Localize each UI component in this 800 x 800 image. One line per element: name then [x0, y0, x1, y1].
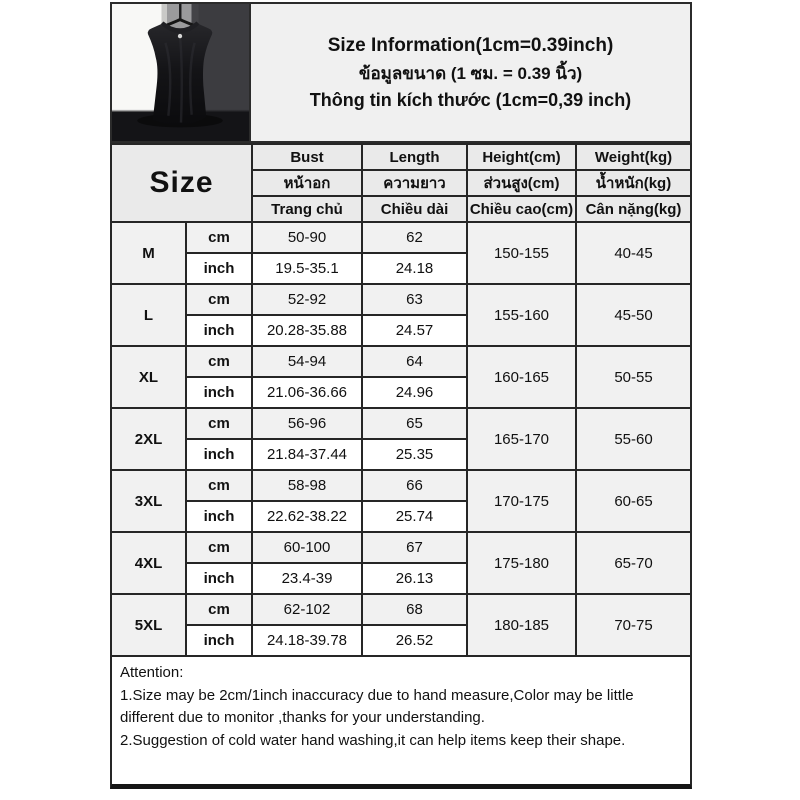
height-range: 150-155 — [467, 222, 576, 284]
length-inch: 24.57 — [362, 315, 467, 346]
col-header-height-vi: Chiều cao(cm) — [467, 196, 576, 222]
height-range: 170-175 — [467, 470, 576, 532]
weight-range: 45-50 — [576, 284, 691, 346]
length-cm: 67 — [362, 532, 467, 563]
size-label-xl: XL — [111, 346, 186, 408]
col-header-length-th: ความยาว — [362, 170, 467, 196]
length-cm: 64 — [362, 346, 467, 377]
height-range: 155-160 — [467, 284, 576, 346]
attention-line-1: 1.Size may be 2cm/1inch inaccuracy due to hand measure,Color may be little different due to monitor ,thanks for your understanding. — [120, 686, 634, 726]
bust-inch: 22.62-38.22 — [252, 501, 362, 532]
col-header-weight-vi: Cân nặng(kg) — [576, 196, 691, 222]
col-header-height-en: Height(cm) — [467, 144, 576, 170]
length-inch: 25.74 — [362, 501, 467, 532]
length-inch: 25.35 — [362, 439, 467, 470]
unit-cm: cm — [186, 470, 252, 501]
page-title-thai: ข้อมูลขนาด (1 ซม. = 0.39 นิ้ว) — [358, 63, 583, 83]
table-row — [111, 470, 691, 501]
table-row — [111, 594, 691, 625]
length-inch: 26.13 — [362, 563, 467, 594]
bust-cm: 62-102 — [252, 594, 362, 625]
unit-inch: inch — [186, 625, 252, 656]
weight-range: 70-75 — [576, 594, 691, 656]
bust-inch: 19.5-35.1 — [252, 253, 362, 284]
unit-cm: cm — [186, 222, 252, 253]
bust-cm: 54-94 — [252, 346, 362, 377]
attention-title: Attention: — [120, 664, 184, 681]
size-label-2xl: 2XL — [111, 408, 186, 470]
size-label-5xl: 5XL — [111, 594, 186, 656]
col-header-bust-th: หน้าอก — [252, 170, 362, 196]
unit-inch: inch — [186, 315, 252, 346]
height-range: 175-180 — [467, 532, 576, 594]
length-inch: 24.18 — [362, 253, 467, 284]
bust-inch: 20.28-35.88 — [252, 315, 362, 346]
length-cm: 62 — [362, 222, 467, 253]
page-title: Size Information(1cm=0.39inch) — [327, 34, 614, 56]
size-label-m: M — [111, 222, 186, 284]
size-chart-content — [110, 2, 692, 789]
weight-range: 60-65 — [576, 470, 691, 532]
header-row — [110, 2, 692, 143]
table-row — [111, 532, 691, 563]
bust-cm: 58-98 — [252, 470, 362, 501]
length-cm: 66 — [362, 470, 467, 501]
product-photo — [110, 2, 251, 143]
table-row — [111, 284, 691, 315]
height-range: 160-165 — [467, 346, 576, 408]
unit-inch: inch — [186, 439, 252, 470]
length-inch: 26.52 — [362, 625, 467, 656]
bust-inch: 21.84-37.44 — [252, 439, 362, 470]
bust-inch: 24.18-39.78 — [252, 625, 362, 656]
length-cm: 65 — [362, 408, 467, 439]
attention-line-2: 2.Suggestion of cold water hand washing,it can help items keep their shape. — [120, 731, 626, 749]
attention-box — [110, 655, 692, 789]
unit-cm: cm — [186, 594, 252, 625]
bust-inch: 21.06-36.66 — [252, 377, 362, 408]
col-header-bust-vi: Trang chủ — [252, 196, 362, 222]
length-inch: 24.96 — [362, 377, 467, 408]
weight-range: 55-60 — [576, 408, 691, 470]
unit-inch: inch — [186, 563, 252, 594]
bust-cm: 60-100 — [252, 532, 362, 563]
length-cm: 63 — [362, 284, 467, 315]
bust-inch: 23.4-39 — [252, 563, 362, 594]
size-table — [110, 143, 692, 657]
collar-button — [178, 34, 182, 38]
unit-inch: inch — [186, 253, 252, 284]
col-header-bust-en: Bust — [252, 144, 362, 170]
weight-range: 50-55 — [576, 346, 691, 408]
header-row-en — [111, 144, 691, 170]
col-header-length-en: Length — [362, 144, 467, 170]
unit-cm: cm — [186, 408, 252, 439]
unit-inch: inch — [186, 501, 252, 532]
bust-cm: 56-96 — [252, 408, 362, 439]
unit-cm: cm — [186, 346, 252, 377]
height-range: 180-185 — [467, 594, 576, 656]
table-row — [111, 346, 691, 377]
weight-range: 65-70 — [576, 532, 691, 594]
bust-cm: 52-92 — [252, 284, 362, 315]
size-label-l: L — [111, 284, 186, 346]
height-range: 165-170 — [467, 408, 576, 470]
page-title-vietnamese: Thông tin kích thước (1cm=0,39 inch) — [309, 89, 632, 110]
title-cell — [251, 2, 692, 143]
bust-cm: 50-90 — [252, 222, 362, 253]
unit-cm: cm — [186, 532, 252, 563]
vest-image — [112, 4, 249, 141]
col-header-weight-en: Weight(kg) — [576, 144, 691, 170]
unit-cm: cm — [186, 284, 252, 315]
size-label-4xl: 4XL — [111, 532, 186, 594]
col-header-height-th: ส่วนสูง(cm) — [467, 170, 576, 196]
table-row — [111, 222, 691, 253]
table-row — [111, 408, 691, 439]
size-label-3xl: 3XL — [111, 470, 186, 532]
unit-inch: inch — [186, 377, 252, 408]
size-column-header: Size — [111, 144, 252, 222]
col-header-weight-th: น้ำหนัก(kg) — [576, 170, 691, 196]
weight-range: 40-45 — [576, 222, 691, 284]
col-header-length-vi: Chiều dài — [362, 196, 467, 222]
length-cm: 68 — [362, 594, 467, 625]
